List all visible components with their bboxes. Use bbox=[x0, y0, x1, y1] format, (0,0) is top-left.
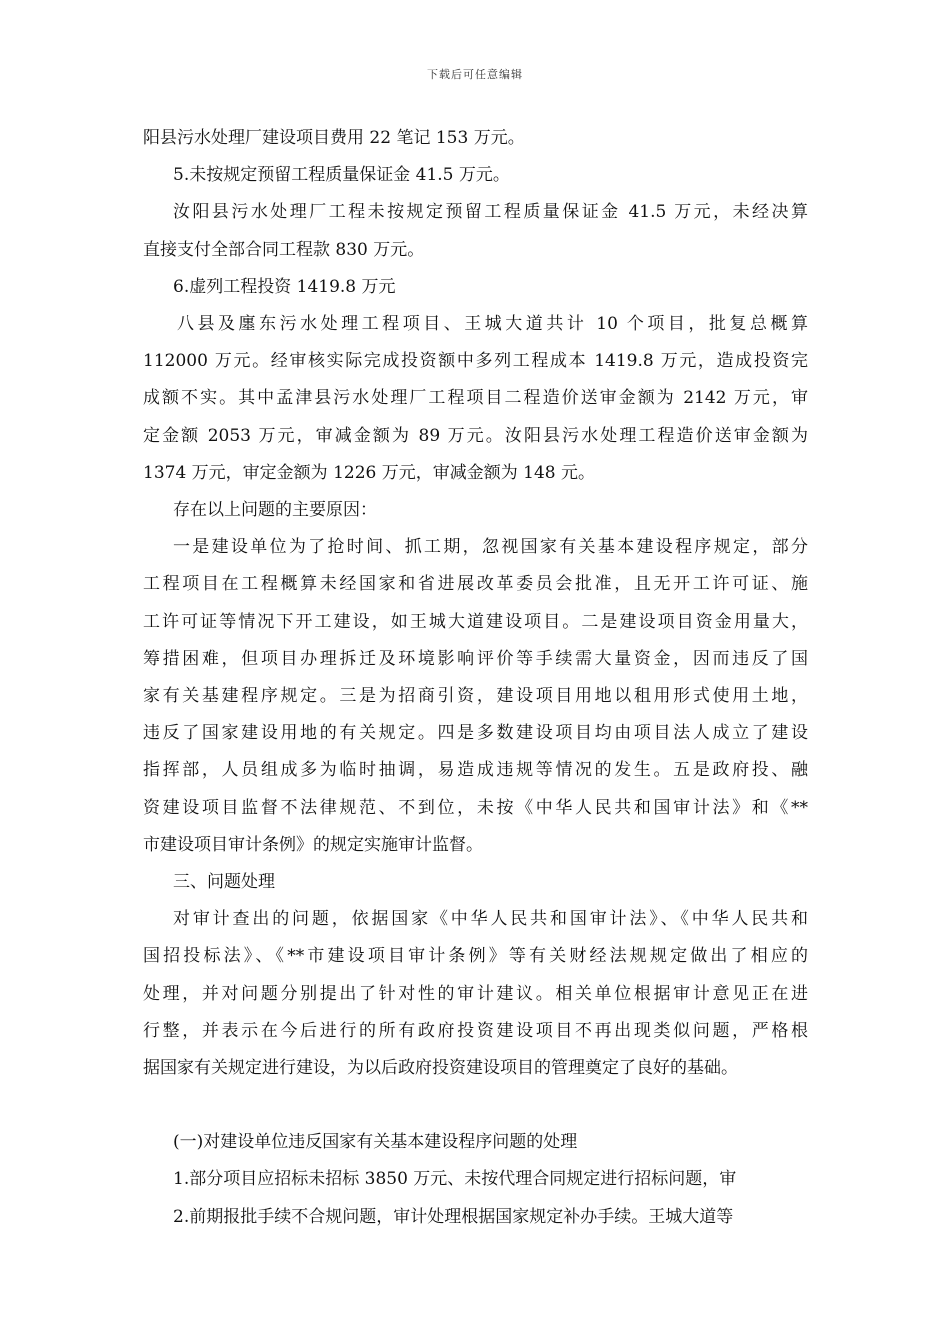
paragraph-line: 据国家有关规定进行建设，为以后政府投资建设项目的管理奠定了良好的基础。 bbox=[143, 1058, 738, 1079]
paragraph-line: 市建设项目审计条例》的规定实施审计监督。 bbox=[143, 834, 483, 855]
subsection-heading: (一)对建设单位违反国家有关基本建设程序问题的处理 bbox=[173, 1132, 578, 1153]
paragraph-gap bbox=[143, 1087, 808, 1124]
paragraph-line: 指挥部，人员组成多为临时抽调，易造成违规等情况的发生。五是政府投、融 bbox=[143, 760, 808, 781]
paragraph-line: 直接支付全部合同工程款 830 万元。 bbox=[143, 239, 425, 260]
list-item-heading: 5.未按规定预留工程质量保证金 41.5 万元。 bbox=[173, 165, 510, 186]
paragraph-line: 成额不实。其中孟津县污水处理厂工程项目二程造价送审金额为 2142 万元，审 bbox=[143, 388, 808, 409]
list-item-heading: 6.虚列工程投资 1419.8 万元 bbox=[173, 276, 396, 297]
paragraph-line: 国招投标法》、《**市建设项目审计条例》等有关财经法规规定做出了相应的 bbox=[143, 946, 808, 967]
list-item: 2.前期报批手续不合规问题，审计处理根据国家规定补办手续。王城大道等 bbox=[173, 1206, 734, 1227]
paragraph-line: 存在以上问题的主要原因： bbox=[173, 500, 377, 521]
paragraph-line: 筹措困难，但项目办理拆迁及环境影响评价等手续需大量资金，因而违反了国 bbox=[143, 648, 808, 669]
paragraph-line: 对审计查出的问题，依据国家《中华人民共和国审计法》、《中华人民共和 bbox=[173, 909, 808, 930]
paragraph-line: 定金额 2053 万元，审减金额为 89 万元。汝阳县污水处理工程造价送审金额为 bbox=[143, 425, 808, 446]
paragraph-line: 工程项目在工程概算未经国家和省进展改革委员会批准，且无开工许可证、施 bbox=[143, 574, 808, 595]
document-body bbox=[143, 120, 808, 1236]
page-header: 下载后可任意编辑 bbox=[427, 68, 523, 81]
paragraph-line: 处理，并对问题分别提出了针对性的审计建议。相关单位根据审计意见正在进 bbox=[143, 983, 808, 1004]
paragraph-line: 1374 万元，审定金额为 1226 万元，审减金额为 148 元。 bbox=[143, 462, 595, 483]
paragraph-line: 汝阳县污水处理厂工程未按规定预留工程质量保证金 41.5 万元，未经决算 bbox=[173, 202, 808, 223]
section-heading: 三、问题处理 bbox=[173, 872, 275, 893]
paragraph-line: 违反了国家建设用地的有关规定。四是多数建设项目均由项目法人成立了建设 bbox=[143, 723, 808, 744]
paragraph-line: 家有关基建程序规定。三是为招商引资，建设项目用地以租用形式使用土地， bbox=[143, 686, 808, 707]
list-item: 1.部分项目应招标未招标 3850 万元、未按代理合同规定进行招标问题，审 bbox=[173, 1169, 737, 1190]
paragraph-line: 行整，并表示在今后进行的所有政府投资建设项目不再出现类似问题，严格根 bbox=[143, 1020, 808, 1041]
paragraph-line: 一是建设单位为了抢时间、抓工期，忽视国家有关基本建设程序规定，部分 bbox=[173, 537, 808, 558]
paragraph-line: 112000 万元。经审核实际完成投资额中多列工程成本 1419.8 万元，造成投资完 bbox=[143, 351, 808, 372]
paragraph-line: 八县及廛东污水处理工程项目、王城大道共计 10 个项目，批复总概算 bbox=[177, 314, 808, 335]
paragraph-line: 阳县污水处理厂建设项目费用 22 笔记 153 万元。 bbox=[143, 128, 525, 148]
paragraph-line: 工许可证等情况下开工建设，如王城大道建设项目。二是建设项目资金用量大， bbox=[143, 611, 808, 632]
paragraph-line: 资建设项目监督不法律规范、不到位，未按《中华人民共和国审计法》和《** bbox=[143, 797, 808, 818]
